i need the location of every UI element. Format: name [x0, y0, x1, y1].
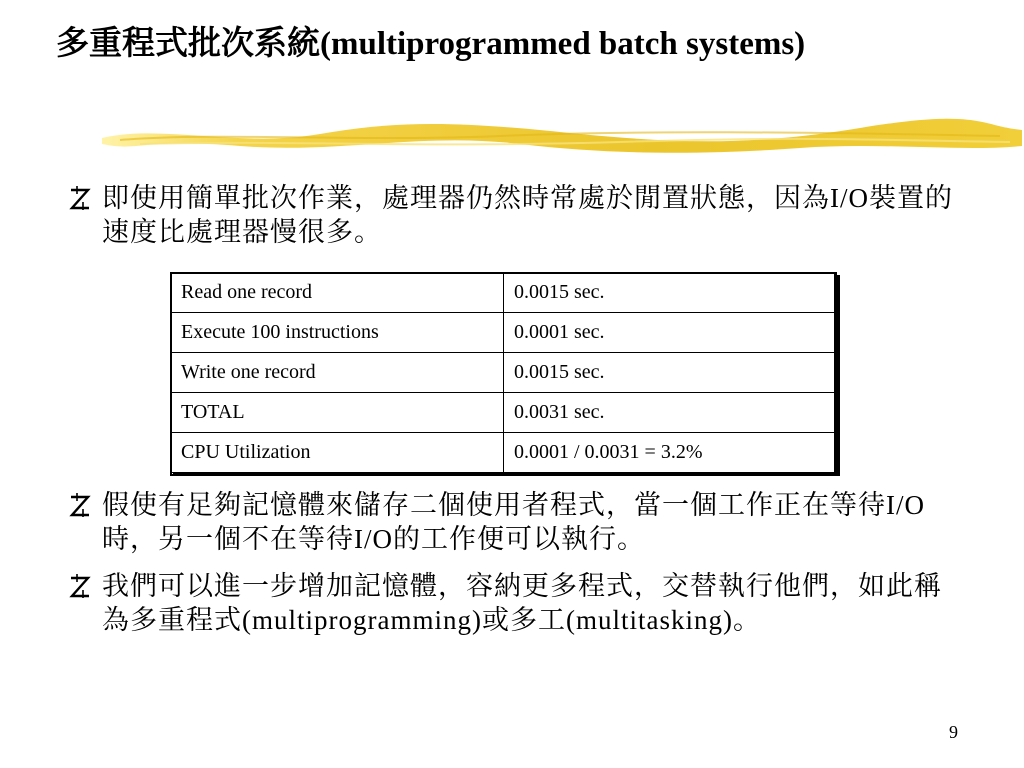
table-row	[171, 353, 837, 393]
title-underline-brushstroke	[100, 118, 1024, 160]
table-row	[171, 313, 837, 353]
timing-table	[170, 272, 837, 473]
table-cell-value: 0.0015 sec.	[504, 273, 837, 313]
table-cell-label: Write one record	[171, 353, 504, 393]
table-cell-label: TOTAL	[171, 393, 504, 433]
z-bullet-icon	[66, 569, 94, 603]
slide-title: 多重程式批次系統(multiprogrammed batch systems)	[56, 26, 806, 62]
table-cell-value: 0.0001 sec.	[504, 313, 837, 353]
table-cell-label: Read one record	[171, 273, 504, 313]
table-cell-value: 0.0015 sec.	[504, 353, 837, 393]
table-row	[171, 273, 837, 313]
table-cell-value: 0.0031 sec.	[504, 393, 837, 433]
bullet-text: 假使有足夠記憶體來儲存二個使用者程式，當一個工作正在等待I/O時，另一個不在等待I/O的工作便可以執行。	[102, 490, 925, 554]
table-cell-value: 0.0001 / 0.0031 = 3.2%	[504, 433, 837, 473]
table-row	[171, 433, 837, 473]
page-number: 9	[949, 722, 958, 742]
table-cell-label: Execute 100 instructions	[171, 313, 504, 353]
z-bullet-icon	[66, 181, 94, 215]
z-bullet-icon	[66, 488, 94, 522]
table-row	[171, 393, 837, 433]
bullet-text: 即使用簡單批次作業，處理器仍然時常處於閒置狀態，因為I/O裝置的速度比處理器慢很多。	[102, 183, 953, 247]
bullet-text: 我們可以進一步增加記憶體，容納更多程式，交替執行他們，如此稱為多重程式(multiprogramming)或多工(multitasking)。	[102, 571, 942, 635]
table-cell-label: CPU Utilization	[171, 433, 504, 473]
